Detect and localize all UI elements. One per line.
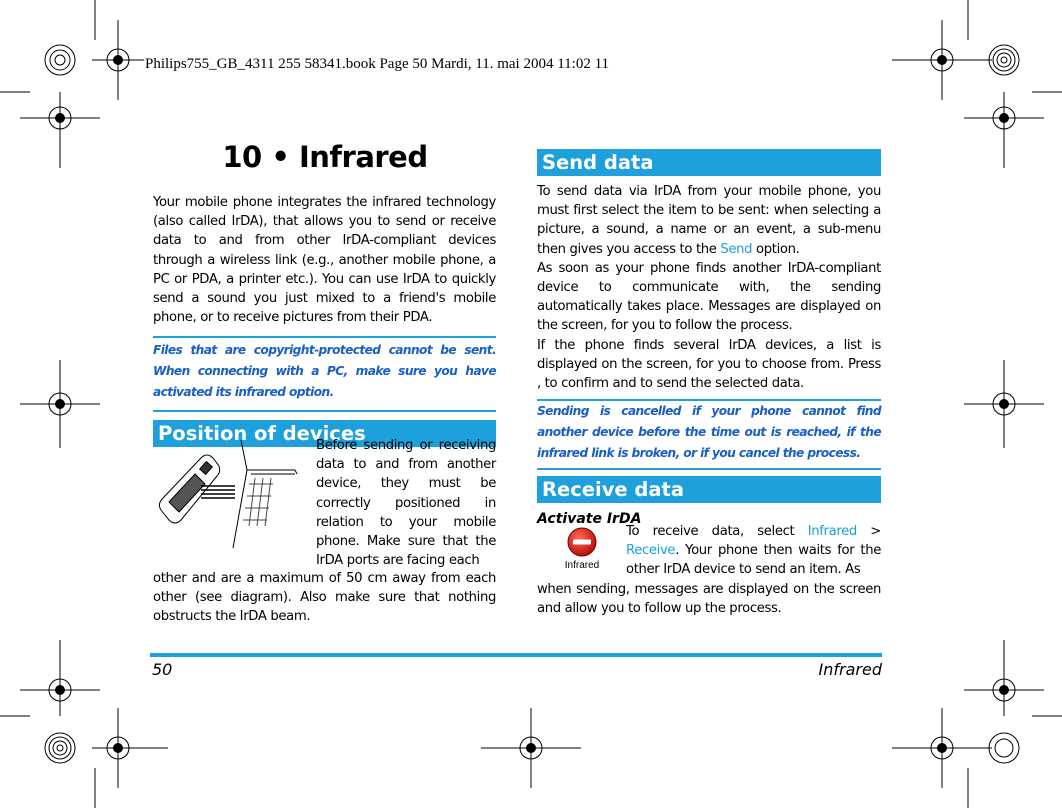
send-p1-end: option. <box>752 241 800 257</box>
footer-rule <box>150 653 882 657</box>
send-heading: Send data <box>537 149 881 176</box>
laptop-screen-shape <box>241 440 295 470</box>
position-text-below <box>153 569 496 627</box>
position-text-beside <box>316 436 496 570</box>
infrared-menu-icon <box>560 526 604 571</box>
send-paragraph-2: As soon as your phone finds another IrDA-compliant device to communicate with, the sending automatically takes place. Messages are displayed on the screen, for you to follow the process. <box>537 260 881 334</box>
receive-text-end: . Your phone then waits for the other IrDA device to send an item. As <box>626 543 881 578</box>
receive-text-beside <box>626 522 881 580</box>
left-column <box>153 193 496 447</box>
send-paragraph-3: If the phone finds several IrDA devices, a list is displayed on the screen, for you to choose from. Press , to confirm and to send the selected data. <box>537 337 881 392</box>
receive-heading: Receive data <box>537 476 881 503</box>
activate-irda-subheading: Activate IrDA <box>537 511 642 528</box>
send-note-rule-bottom <box>537 468 881 470</box>
file-header: Philips755_GB_4311 255 58341.book Page 50 Mardi, 11. mai 2004 11:02 11 <box>145 56 610 72</box>
send-p1-text: To send data via IrDA from your mobile phone, you must first select the item to be sent: when selecting a picture, a sound, a name or an event, a sub-menu then gives you access to the <box>537 184 881 257</box>
send-cancel-note: Sending is cancelled if your phone cannot find another device before the time out is reached, if the infrared link is broken, or if you cancel the process. <box>537 404 881 461</box>
position-heading: Position of devices <box>153 420 496 447</box>
no-entry-icon <box>566 526 598 558</box>
copyright-note: Files that are copyright-protected cannot be sent. When connecting with a PC, make sure you have activated its infrared option. <box>153 343 496 400</box>
footer-page-number: 50 <box>152 660 173 679</box>
intro-paragraph: Your mobile phone integrates the infrared technology (also called IrDA), that allows you to send or receive data to and from other IrDA-compliant devices through a wireless link (e.g., another mobile phone, a PC or PDA, a printer etc.). You can use IrDA to quickly send a sound you just mixed to a friend's mobile phone, or to receive pictures from their PDA. <box>153 195 496 326</box>
receive-text: To receive data, select <box>626 524 808 539</box>
receive-text-below <box>537 580 881 618</box>
receive-paragraph-below: when sending, messages are displayed on the screen and allow you to follow up the process. <box>537 582 881 617</box>
footer-section-name: Infrared <box>818 660 882 679</box>
send-paragraph-1 <box>537 182 881 259</box>
receive-menu-link: Receive <box>626 543 676 559</box>
note-rule-bottom <box>153 410 496 412</box>
infrared-menu-link: Infrared <box>807 524 857 539</box>
position-paragraph-below: other and are a maximum of 50 cm away from each other (see diagram). Also make sure that nothing obstructs the IrDA beam. <box>153 571 496 625</box>
position-paragraph-beside: Before sending or receiving data to and from another device, they must be correctly positioned in relation to your mobile phone. Make sure that the IrDA ports are facing each <box>316 438 496 569</box>
note-rule-top <box>153 336 496 338</box>
menu-separator: > <box>856 524 881 539</box>
right-column <box>537 149 881 527</box>
receive-paragraph <box>626 522 881 580</box>
infrared-icon-caption: Infrared <box>564 560 600 571</box>
page-title: 10 • Infrared <box>222 140 428 174</box>
irda-position-diagram <box>155 440 303 552</box>
send-option-link: Send <box>720 241 753 257</box>
